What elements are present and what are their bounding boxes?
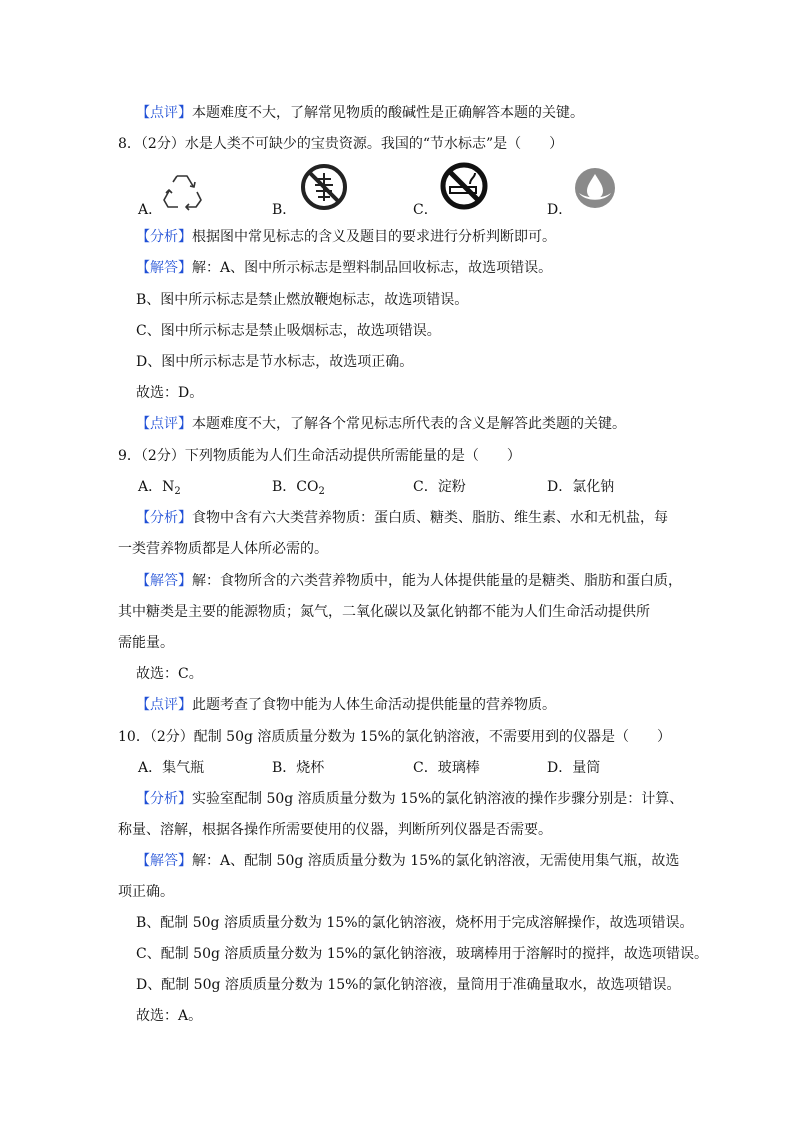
comment-tag: 【点评】 xyxy=(136,105,192,121)
subscript: 2 xyxy=(174,486,181,497)
q8-comment xyxy=(136,414,626,434)
q8-answer: 故选：D。 xyxy=(136,385,204,401)
q10-solution-cont: 项正确。 xyxy=(118,884,174,900)
q10-solution xyxy=(136,851,679,871)
q9-stem: 9．（2分）下列物质能为人们生命活动提供所需能量的是（ ） xyxy=(118,448,521,464)
analysis-tag: 【分析】 xyxy=(136,229,192,245)
q9-option-b xyxy=(272,477,325,502)
q10-option-a: A．集气瓶 xyxy=(138,760,205,776)
q9-option-a xyxy=(138,477,181,502)
q9-option-c: C．淀粉 xyxy=(413,479,466,495)
q8-option-d: D． xyxy=(547,202,573,218)
analysis-text: 根据图中常见标志的含义及题目的要求进行分析判断即可。 xyxy=(192,229,556,245)
option-text: A．N xyxy=(138,479,175,495)
solution-text: 解：食物所含的六类营养物质中，能为人体提供能量的是糖类、脂肪和蛋白质， xyxy=(192,573,682,589)
solution-tag: 【解答】 xyxy=(136,573,192,589)
q8-analysis xyxy=(136,227,556,247)
option-text: B．CO xyxy=(272,479,319,495)
solution-text: 解：A、配制 50g 溶质质量分数为 15%的氯化钠溶液，无需使用集气瓶，故选 xyxy=(192,853,680,869)
comment-text: 此题考查了食物中能为人体生命活动提供能量的营养物质。 xyxy=(192,697,556,713)
q10-solution-c: C、配制 50g 溶质质量分数为 15%的氯化钠溶液，玻璃棒用于溶解时的搅拌，故选项错误。 xyxy=(136,946,708,962)
q9-comment xyxy=(136,695,556,715)
q8-option-c: C． xyxy=(413,202,438,218)
q8-stem: 8．（2分）水是人类不可缺少的宝贵资源。我国的“节水标志”是（ ） xyxy=(118,136,564,152)
q10-stem: 10．（2分）配制 50g 溶质质量分数为 15%的氯化钠溶液，不需要用到的仪器是（ ） xyxy=(118,729,671,745)
comment-text: 本题难度不大，了解常见物质的酸碱性是正确解答本题的关键。 xyxy=(192,105,584,121)
analysis-tag: 【分析】 xyxy=(136,791,192,807)
q9-solution-cont: 其中糖类是主要的能源物质；氮气，二氧化碳以及氯化钠都不能为人们生命活动提供所 xyxy=(118,604,650,620)
q9-solution xyxy=(136,571,682,591)
q10-answer: 故选：A。 xyxy=(136,1008,203,1024)
analysis-text: 食物中含有六大类营养物质：蛋白质、糖类、脂肪、维生素、水和无机盐，每 xyxy=(192,510,668,526)
q8-solution-c: C、图中所示标志是禁止吸烟标志，故选项错误。 xyxy=(136,323,441,339)
q8-solution xyxy=(136,258,552,278)
q10-solution-b: B、配制 50g 溶质质量分数为 15%的氯化钠溶液，烧杯用于完成溶解操作，故选项错误。 xyxy=(136,915,694,931)
q9-option-d: D．氯化钠 xyxy=(547,479,615,495)
q10-option-c: C．玻璃棒 xyxy=(413,760,480,776)
q8-solution-d: D、图中所示标志是节水标志，故选项正确。 xyxy=(136,354,414,370)
subscript: 2 xyxy=(318,486,325,497)
no-firecrackers-icon xyxy=(300,163,348,211)
q10-analysis-cont: 称量、溶解，根据各操作所需要使用的仪器，判断所列仪器是否需要。 xyxy=(118,822,552,838)
analysis-tag: 【分析】 xyxy=(136,510,192,526)
q8-option-b: B． xyxy=(272,202,297,218)
water-saving-icon xyxy=(573,166,617,210)
q10-option-b: B．烧杯 xyxy=(272,760,325,776)
q10-solution-d: D、配制 50g 溶质质量分数为 15%的氯化钠溶液，量筒用于准确量取水，故选项错误。 xyxy=(136,977,681,993)
q9-analysis-cont: 一类营养物质都是人体所必需的。 xyxy=(118,541,328,557)
q7-comment xyxy=(136,103,584,123)
analysis-text: 实验室配制 50g 溶质质量分数为 15%的氯化钠溶液的操作步骤分别是：计算、 xyxy=(192,791,684,807)
q10-analysis xyxy=(136,789,683,809)
comment-tag: 【点评】 xyxy=(136,416,192,432)
comment-tag: 【点评】 xyxy=(136,697,192,713)
no-smoking-icon xyxy=(440,162,488,210)
q8-solution-b: B、图中所示标志是禁止燃放鞭炮标志，故选项错误。 xyxy=(136,292,469,308)
solution-tag: 【解答】 xyxy=(136,853,192,869)
q10-option-d: D．量筒 xyxy=(547,760,601,776)
solution-tag: 【解答】 xyxy=(136,260,192,276)
q9-answer: 故选：C。 xyxy=(136,666,203,682)
comment-text: 本题难度不大，了解各个常见标志所代表的含义是解答此类题的关键。 xyxy=(192,416,626,432)
q8-option-a: A． xyxy=(138,202,163,218)
q9-solution-cont2: 需能量。 xyxy=(118,635,174,651)
recycle-icon xyxy=(160,170,204,212)
q9-analysis xyxy=(136,508,668,528)
solution-text: 解：A、图中所示标志是塑料制品回收标志，故选项错误。 xyxy=(192,260,553,276)
